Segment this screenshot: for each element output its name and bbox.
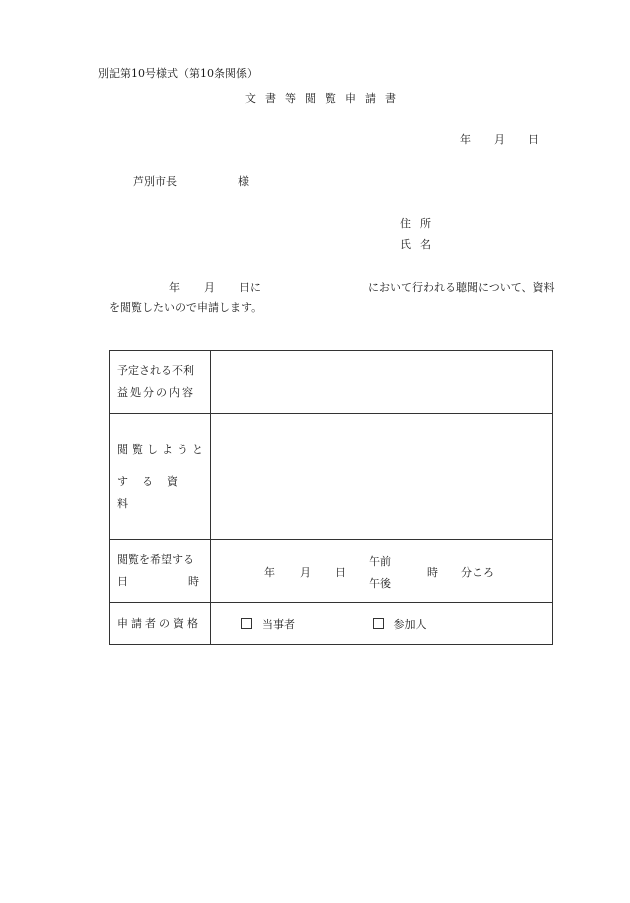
table-row: [110, 351, 553, 414]
statement-date: [169, 279, 261, 295]
address-label: 住所: [400, 217, 440, 230]
disposition-label-line1: 予定される不利: [117, 364, 194, 377]
application-table: [109, 350, 553, 645]
datetime-minute: 分ころ: [461, 566, 494, 579]
materials-field[interactable]: [211, 414, 553, 540]
addressee-honorific: 様: [238, 175, 249, 188]
participant-option-label: 参加人: [393, 617, 427, 631]
disposition-label-line2: 益処分の内容: [117, 386, 195, 399]
datetime-label-line1: 閲覧を希望する: [117, 553, 194, 566]
document-title: 文書等閲覧申請書: [245, 92, 405, 105]
submit-date: [460, 131, 539, 147]
datetime-hour: 時: [427, 566, 438, 579]
statement-month: 月: [204, 281, 215, 294]
submit-day-label: 日: [528, 133, 539, 146]
submit-year-label: 年: [460, 133, 471, 146]
statement-year: 年: [169, 281, 180, 294]
participant-checkbox-icon[interactable]: [373, 618, 384, 629]
datetime-month: 月: [300, 566, 311, 579]
statement-text-line2: を閲覧したいので申請します。: [109, 301, 263, 314]
datetime-am[interactable]: 午前: [369, 555, 391, 568]
table-row: [110, 540, 553, 603]
datetime-label-line2: 日 時: [117, 575, 199, 588]
form-label: 別記第10号様式（第10条関係）: [98, 67, 258, 80]
datetime-year: 年: [264, 566, 275, 579]
materials-label: [110, 414, 211, 540]
party-option-label: 当事者: [262, 617, 295, 631]
qualification-field: [211, 603, 553, 645]
table-row: [110, 603, 553, 645]
participant-option[interactable]: [373, 616, 427, 632]
datetime-field[interactable]: [211, 540, 553, 603]
addressee-name: 芦別市長: [133, 175, 177, 188]
disposition-label: [110, 351, 211, 414]
party-checkbox-icon[interactable]: [241, 618, 252, 629]
applicant-name-row: [400, 236, 440, 252]
datetime-label: [110, 540, 211, 603]
disposition-field[interactable]: [211, 351, 553, 414]
datetime-pm[interactable]: 午後: [369, 577, 391, 590]
table-row: [110, 414, 553, 540]
statement-text: において行われる聴聞について、資料: [368, 281, 555, 294]
submit-month-label: 月: [494, 133, 505, 146]
party-option[interactable]: [241, 616, 369, 632]
statement-day: 日に: [239, 281, 261, 294]
applicant-address-row: [400, 215, 440, 231]
qualification-label: 申請者の資格: [110, 603, 211, 645]
materials-label-line2: する資料: [117, 474, 192, 510]
name-label: 氏名: [400, 238, 440, 251]
materials-label-line1: 閲覧しようと: [117, 442, 207, 456]
datetime-day: 日: [335, 566, 346, 579]
